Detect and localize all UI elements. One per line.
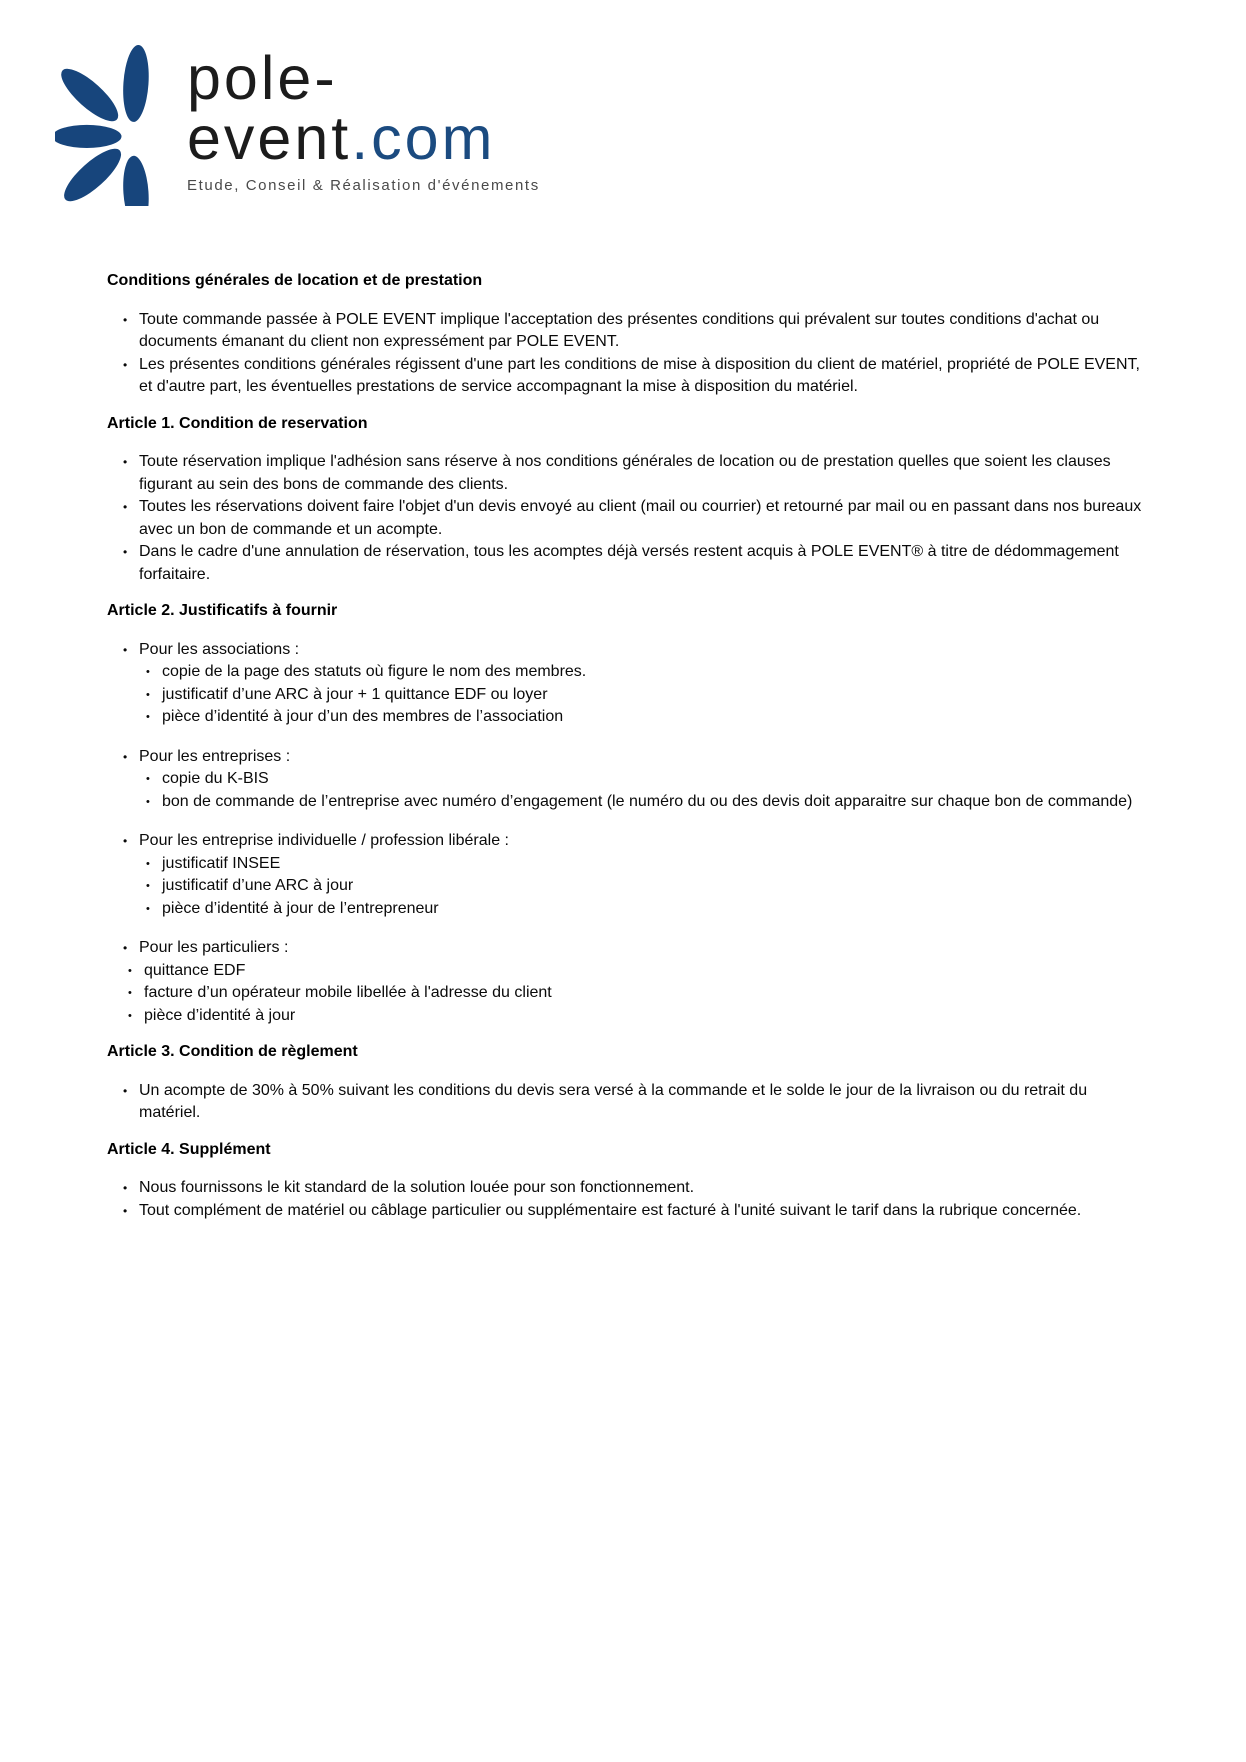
sub-bullet-item: • bon de commande de l’entreprise avec numéro d’engagement (le numéro du ou des devis doit apparaitre sur chaque bon de commande) [144, 791, 1148, 814]
bullet-item: • Dans le cadre d'une annulation de réservation, tous les acomptes déjà versés restent acquis à POLE EVENT® à titre de dédommagement forfaitaire. [121, 541, 1148, 586]
group-label: • Pour les entreprises : [121, 746, 1148, 769]
sub-bullet-item: • justificatif INSEE [144, 853, 1148, 876]
article-2-heading: Article 2. Justificatifs à fournir [107, 602, 338, 619]
group-entreprises [107, 746, 1148, 814]
brand-bottom-black: event [187, 104, 352, 172]
article-3-heading: Article 3. Condition de règlement [107, 1043, 358, 1060]
document-content [107, 270, 1148, 1222]
sub-bullet-item: • pièce d’identité à jour d’un des membres de l’association [144, 706, 1148, 729]
bullet-item: • Toute réservation implique l'adhésion sans réserve à nos conditions générales de location ou de prestation quelles que soient les clauses figurant au sein des bons de commande des clients. [121, 451, 1148, 496]
article-4-heading: Article 4. Supplément [107, 1140, 271, 1158]
group-particuliers [107, 937, 1148, 1027]
sub-bullet-item: • copie du K-BIS [144, 768, 1148, 791]
bullet-item: • Les présentes conditions générales régissent d'une part les conditions de mise à disposition du client de matériel, propriété de POLE EVENT, et d'autre part, les éventuelles prestations de service accompagnant la mise à disposition du matériel. [121, 354, 1148, 399]
group-entreprises-items [107, 768, 1148, 813]
bullet-item: • Toute commande passée à POLE EVENT implique l'acceptation des présentes conditions qui prévalent sur toutes conditions d'achat ou documents émanant du client non expressément par POLE EVENT. [121, 309, 1148, 354]
logo [55, 38, 540, 206]
sub-bullet-item: • pièce d’identité à jour [126, 1005, 1148, 1028]
sub-bullet-item: • justificatif d’une ARC à jour + 1 quittance EDF ou loyer [144, 684, 1148, 707]
logo-tagline: Etude, Conseil & Réalisation d'événements [187, 177, 540, 194]
article-4-list [107, 1177, 1148, 1222]
bullet-item: • Un acompte de 30% à 50% suivant les conditions du devis sera versé à la commande et le solde le jour de la livraison ou du retrait du matériel. [121, 1080, 1148, 1125]
group-associations-items [107, 661, 1148, 729]
bullet-item: • Tout complément de matériel ou câblage particulier ou supplémentaire est facturé à l'unité suivant le tarif dans la rubrique concernée. [121, 1200, 1148, 1223]
bullet-item: • Nous fournissons le kit standard de la solution louée pour son fonctionnement. [121, 1177, 1148, 1200]
logo-text [187, 38, 540, 194]
brand-name [187, 44, 540, 172]
group-associations [107, 639, 1148, 729]
brand-top: pole- [187, 44, 338, 112]
intro-list [107, 309, 1148, 399]
sub-bullet-item: • justificatif d’une ARC à jour [144, 875, 1148, 898]
group-label: • Pour les entreprise individuelle / profession libérale : [121, 830, 1148, 853]
group-entreprise-individuelle-items [107, 853, 1148, 921]
group-label: • Pour les associations : [121, 639, 1148, 662]
sub-bullet-item: • copie de la page des statuts où figure le nom des membres. [144, 661, 1148, 684]
sub-bullet-item: • quittance EDF [126, 960, 1148, 983]
article-3-list [107, 1080, 1148, 1125]
sub-bullet-item: • pièce d’identité à jour de l’entrepreneur [144, 898, 1148, 921]
group-label: • Pour les particuliers : [121, 937, 1148, 960]
article-1-list [107, 451, 1148, 586]
article-1-heading: Article 1. Condition de reservation [107, 414, 368, 432]
flower-icon [55, 38, 161, 206]
group-particuliers-items [107, 960, 1148, 1028]
bullet-item: • Toutes les réservations doivent faire l'objet d'un devis envoyé au client (mail ou courrier) et retourné par mail ou en passant dans nos bureaux avec un bon de commande et un acompte. [121, 496, 1148, 541]
brand-bottom-accent: .com [351, 104, 496, 172]
group-entreprise-individuelle [107, 830, 1148, 920]
sub-bullet-item: • facture d’un opérateur mobile libellée à l'adresse du client [126, 982, 1148, 1005]
document-title: Conditions générales de location et de prestation [107, 272, 483, 289]
